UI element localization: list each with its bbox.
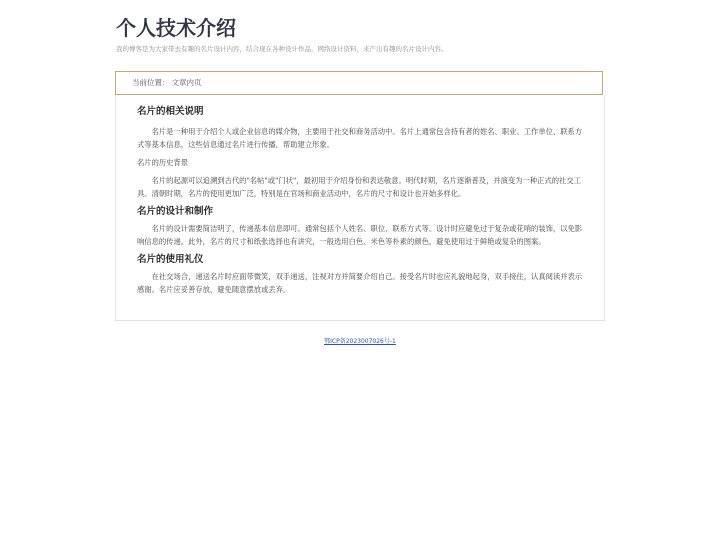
icp-link[interactable]: 鄂ICP备2023007026号-1 [324,338,396,345]
paragraph: 在社交场合，递送名片时应面带微笑，双手递送，注视对方并简要介绍自己。接受名片时也应礼貌地起身，双手接住，认真阅读并表示感谢。名片应妥善存放，避免随意摆放或丢弃。 [137,272,583,294]
article-content [115,95,605,321]
paragraph: 名片的起源可以追溯到古代的"名帖"或"门状"，最初用于介绍身份和表达敬意。明代时期，名片逐渐普及，并演变为一种正式的社交工具。清朝时期，名片的使用更加广泛，特别是在官场和商业活动中，名片的尺寸和设计也开始多样化。 [137,176,581,198]
paragraph: 名片是一种用于介绍个人或企业信息的媒介物，主要用于社交和商务活动中。名片上通常包含持有者的姓名、职业、工作单位、联系方式等基本信息，这些信息通过名片进行传播，帮助建立形象。 [137,127,583,149]
section-heading: 名片的设计和制作 [137,206,214,217]
footer [0,336,720,345]
breadcrumb [115,71,603,95]
section-heading: 名片的相关说明 [137,106,204,117]
sub-heading: 名片的历史背景 [137,158,189,167]
site-description: 我的博客是为大家带去有趣的名片设计内容，结合现在各种设计作品，网络设计资料，来产出有趣的名片设计内容。 [116,45,448,53]
site-header [116,14,606,54]
section-heading: 名片的使用礼仪 [137,254,204,265]
breadcrumb-label: 当前位置： [132,78,170,87]
paragraph: 名片的设计需要简洁明了，传递基本信息即可。通常包括个人姓名、职位、联系方式等。设计时应避免过于复杂或花哨的装饰，以免影响信息的传递。此外，名片的尺寸和纸张选择也有讲究，一般选用白色、米色等朴素的颜色，避免使用过于鲜艳或复杂的图案。 [137,224,583,246]
site-title[interactable]: 个人技术介绍 [116,16,236,40]
breadcrumb-current: 文章内页 [171,78,202,87]
